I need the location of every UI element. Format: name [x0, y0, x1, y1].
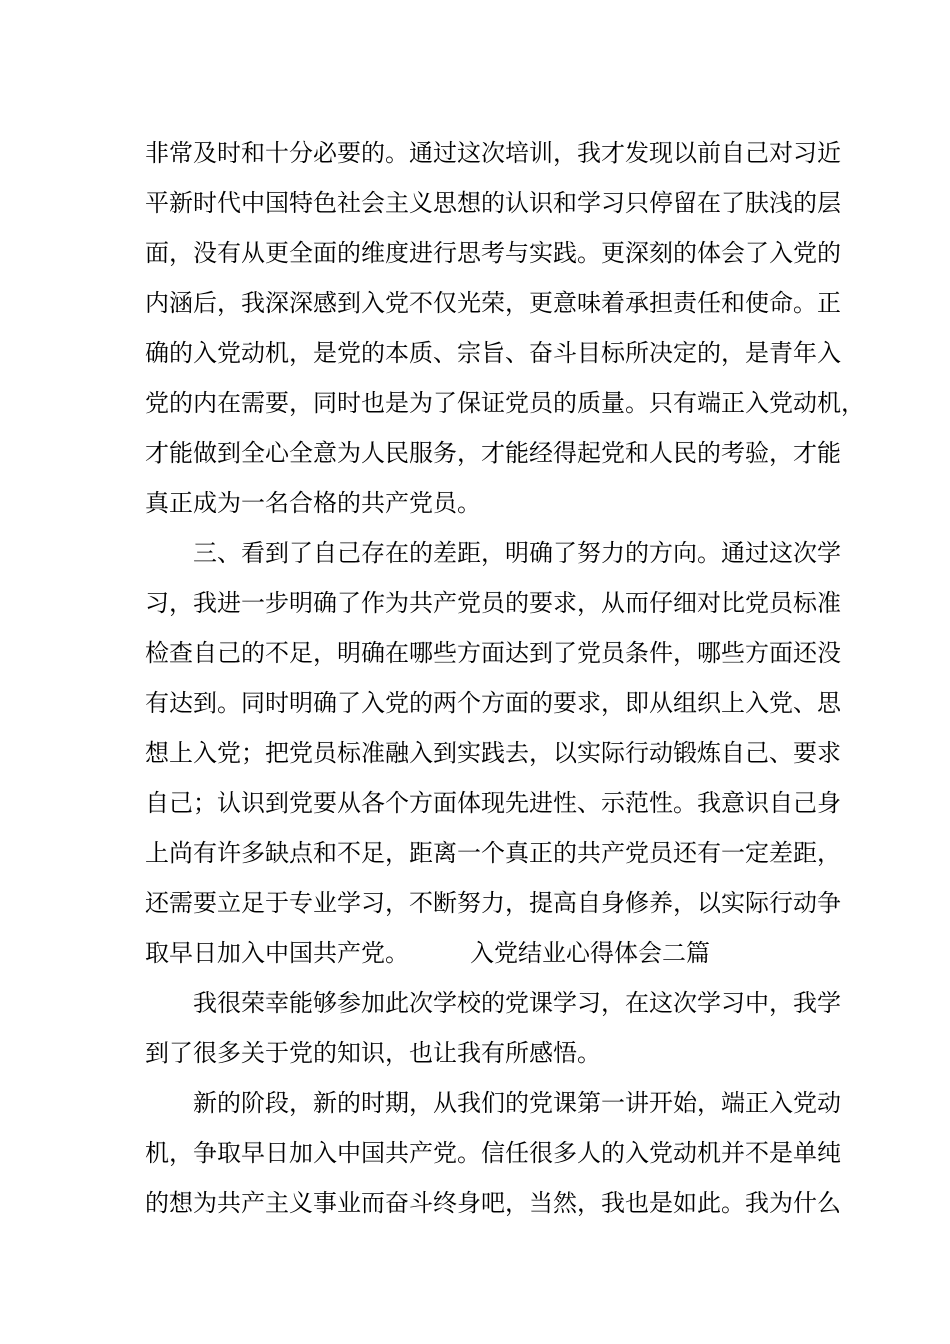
text-line: 检查自己的不足，明确在哪些方面达到了党员条件，哪些方面还没 — [145, 639, 841, 667]
paragraph-start-line: 新的阶段，新的时期，从我们的党课第一讲开始，端正入党动 — [193, 1089, 841, 1117]
text-line: 机，争取早日加入中国共产党。信任很多人的入党动机并不是单纯 — [145, 1139, 841, 1167]
text-line: 习，我进一步明确了作为共产党员的要求，从而仔细对比党员标准 — [145, 589, 841, 617]
text-line: 的想为共产主义事业而奋斗终身吧，当然，我也是如此。我为什么 — [145, 1189, 841, 1217]
text-line: 有达到。同时明确了入党的两个方面的要求，即从组织上入党、思 — [145, 689, 841, 717]
text-line: 想上入党；把党员标准融入到实践去，以实际行动锻炼自己、要求 — [145, 739, 841, 767]
text-line: 还需要立足于专业学习，不断努力，提高自身修养，以实际行动争 — [145, 889, 841, 917]
text-line: 平新时代中国特色社会主义思想的认识和学习只停留在了肤浅的层 — [145, 189, 841, 217]
text-line: 确的入党动机，是党的本质、宗旨、奋斗目标所决定的，是青年入 — [145, 339, 841, 367]
text-line-with-heading: 取早日加入中国共产党。 入党结业心得体会二篇 — [145, 939, 711, 967]
paragraph-start-line: 三、看到了自己存在的差距，明确了努力的方向。通过这次学 — [193, 539, 841, 567]
paragraph-start-line: 我很荣幸能够参加此次学校的党课学习，在这次学习中，我学 — [193, 989, 841, 1017]
text-line: 上尚有许多缺点和不足，距离一个真正的共产党员还有一定差距， — [145, 839, 841, 867]
text-line: 真正成为一名合格的共产党员。 — [145, 489, 481, 517]
text-line: 面，没有从更全面的维度进行思考与实践。更深刻的体会了入党的 — [145, 239, 841, 267]
text-line: 党的内在需要，同时也是为了保证党员的质量。只有端正入党动机， — [145, 389, 865, 417]
text-line: 内涵后，我深深感到入党不仅光荣，更意味着承担责任和使命。正 — [145, 289, 841, 317]
text-line: 自己；认识到党要从各个方面体现先进性、示范性。我意识自己身 — [145, 789, 841, 817]
text-line: 才能做到全心全意为人民服务，才能经得起党和人民的考验，才能 — [145, 439, 841, 467]
text-line: 到了很多关于党的知识，也让我有所感悟。 — [145, 1039, 601, 1067]
text-line: 非常及时和十分必要的。通过这次培训，我才发现以前自己对习近 — [145, 139, 841, 167]
